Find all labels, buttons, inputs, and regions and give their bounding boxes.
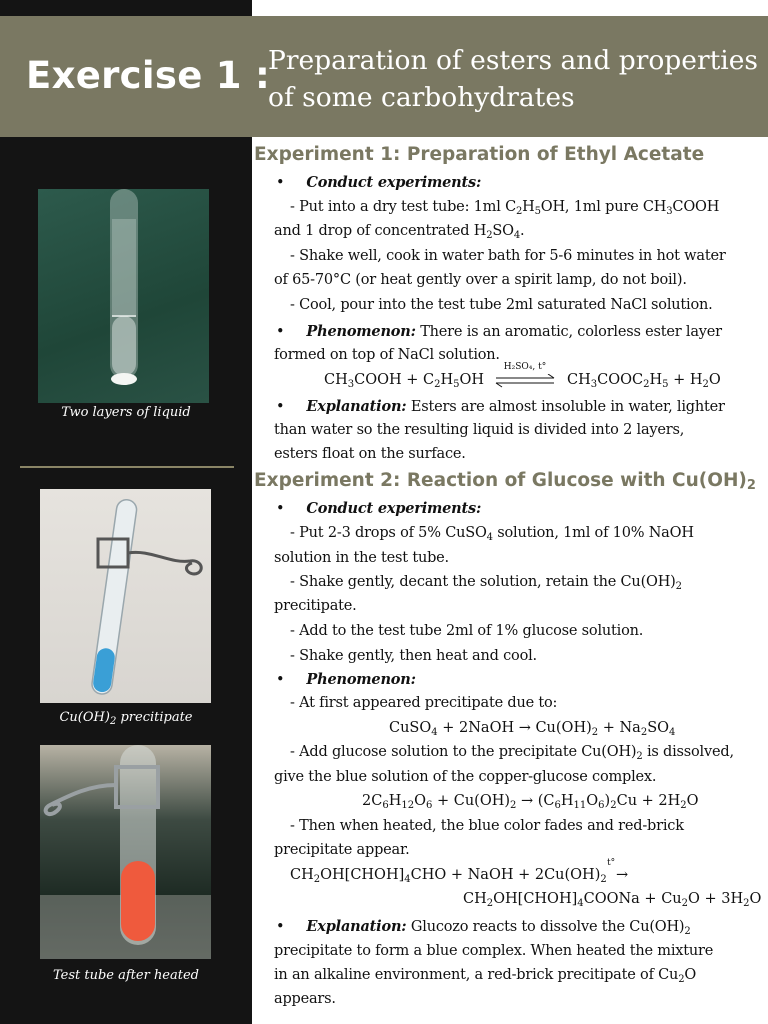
heated-tube-photo <box>40 745 211 959</box>
title-banner <box>0 16 768 137</box>
exp2-step2-cont: precitipate. <box>274 598 357 614</box>
exp1-step1: - Put into a dry test tube: 1ml $C_2H_5OH$, 1ml pure $CH_3COOH$ <box>290 199 720 217</box>
exp2-phenomenon-3: - Then when heated, the blue color fades and red-brick <box>290 818 684 834</box>
exp1-explanation-cont: than water so the resulting liquid is divided into 2 layers, <box>274 422 685 438</box>
exp2-explanation-cont2: in an alkaline environment, a red-brick precitipate of $Cu_2O$ <box>274 967 697 985</box>
exp1-phenomenon: • Phenomenon: There is an aromatic, colorless ester layer <box>276 323 722 340</box>
heat-symbol: t° <box>607 858 616 868</box>
exp1-step3: - Cool, pour into the test tube 2ml saturated NaCl solution. <box>290 297 713 313</box>
exp2-step1-cont: solution in the test tube. <box>274 550 449 566</box>
exp2-conduct: • Conduct experiments: <box>276 500 482 517</box>
exp2-step3: - Add to the test tube 2ml of 1% glucose solution. <box>290 623 644 639</box>
exercise-label: Exercise 1 : <box>26 54 271 97</box>
exp2-explanation: • Explanation: Glucozo reacts to dissolve the $Cu(OH)_2$ <box>276 918 691 937</box>
two-layers-photo <box>38 189 209 403</box>
esterification-equation: $CH_3COOH + C_2H_5OH$ $CH_3COOC_2H_5 + H_2O$ <box>324 372 721 390</box>
exp1-explanation-cont2: esters float on the surface. <box>274 446 466 462</box>
exp2-step4: - Shake gently, then heat and cool. <box>290 648 537 664</box>
exp1-phenomenon-cont: formed on top of NaCl solution. <box>274 347 500 363</box>
photo2-caption: $Cu(OH)_2$ precitipate <box>59 710 193 727</box>
precipitation-equation: CuSO$_4$ + 2NaOH → $Cu(OH)_2 + Na_2SO_4$ <box>389 720 676 738</box>
reaction-condition: H₂SO₄, t° <box>503 362 547 372</box>
exp1-explanation: • Explanation: Esters are almost insoluble in water, lighter <box>276 398 725 415</box>
exp2-phenomenon-1: - At first appeared precitipate due to: <box>290 695 558 711</box>
exp2-step1: - Put 2-3 drops of 5% CuSO$_4$ solution, 1ml of 10% NaOH <box>290 525 694 543</box>
exp2-phenomenon-3-cont: precipitate appear. <box>274 842 410 858</box>
exp1-step1-cont: and 1 drop of concentrated $H_2SO_4$. <box>274 223 525 241</box>
exp2-phenomenon-2: - Add glucose solution to the precipitate $Cu(OH)_2$ is dissolved, <box>290 744 734 762</box>
exp2-step2: - Shake gently, decant the solution, retain the $Cu(OH)_2$ <box>290 574 682 592</box>
experiment1-heading: Experiment 1: Preparation of Ethyl Acetate <box>254 144 705 165</box>
exp2-explanation-cont: precipitate to form a blue complex. When heated the mixture <box>274 943 714 959</box>
reversible-arrow-icon <box>494 374 556 388</box>
photo3-caption: Test tube after heated <box>52 968 199 983</box>
exp2-phenomenon: • Phenomenon: <box>276 671 416 688</box>
experiment2-heading: Experiment 2: Reaction of Glucose with $Cu(OH)_2$ <box>254 470 756 493</box>
exp1-step2-cont: of 65-70°C (or heat gently over a spirit lamp, do not boil). <box>274 272 687 288</box>
exp2-explanation-cont3: appears. <box>274 991 336 1007</box>
complex-equation: $2C_6H_{12}O_6 + Cu(OH)_2 \to (C_6H_{11}O_6)_2Cu + 2H_2O$ <box>362 793 699 811</box>
exp1-step2: - Shake well, cook in water bath for 5-6 minutes in hot water <box>290 248 726 264</box>
divider <box>20 466 234 468</box>
photo1-caption: Two layers of liquid <box>61 405 191 420</box>
exp2-phenomenon-2-cont: give the blue solution of the copper-glucose complex. <box>274 769 657 785</box>
precipitate-photo <box>40 489 211 703</box>
oxidation-equation-part2: $CH_2OH[CHOH]_4COONa + Cu_2O + 3H_2O$ <box>463 891 762 909</box>
exp1-conduct: • Conduct experiments: <box>276 174 482 191</box>
oxidation-equation-part1: $CH_2OH[CHOH]_4CHO$ + NaOH + $2Cu(OH)_2$ → <box>290 867 629 885</box>
exercise-subtitle: Preparation of esters and properties of some carbohydrates <box>268 45 759 113</box>
